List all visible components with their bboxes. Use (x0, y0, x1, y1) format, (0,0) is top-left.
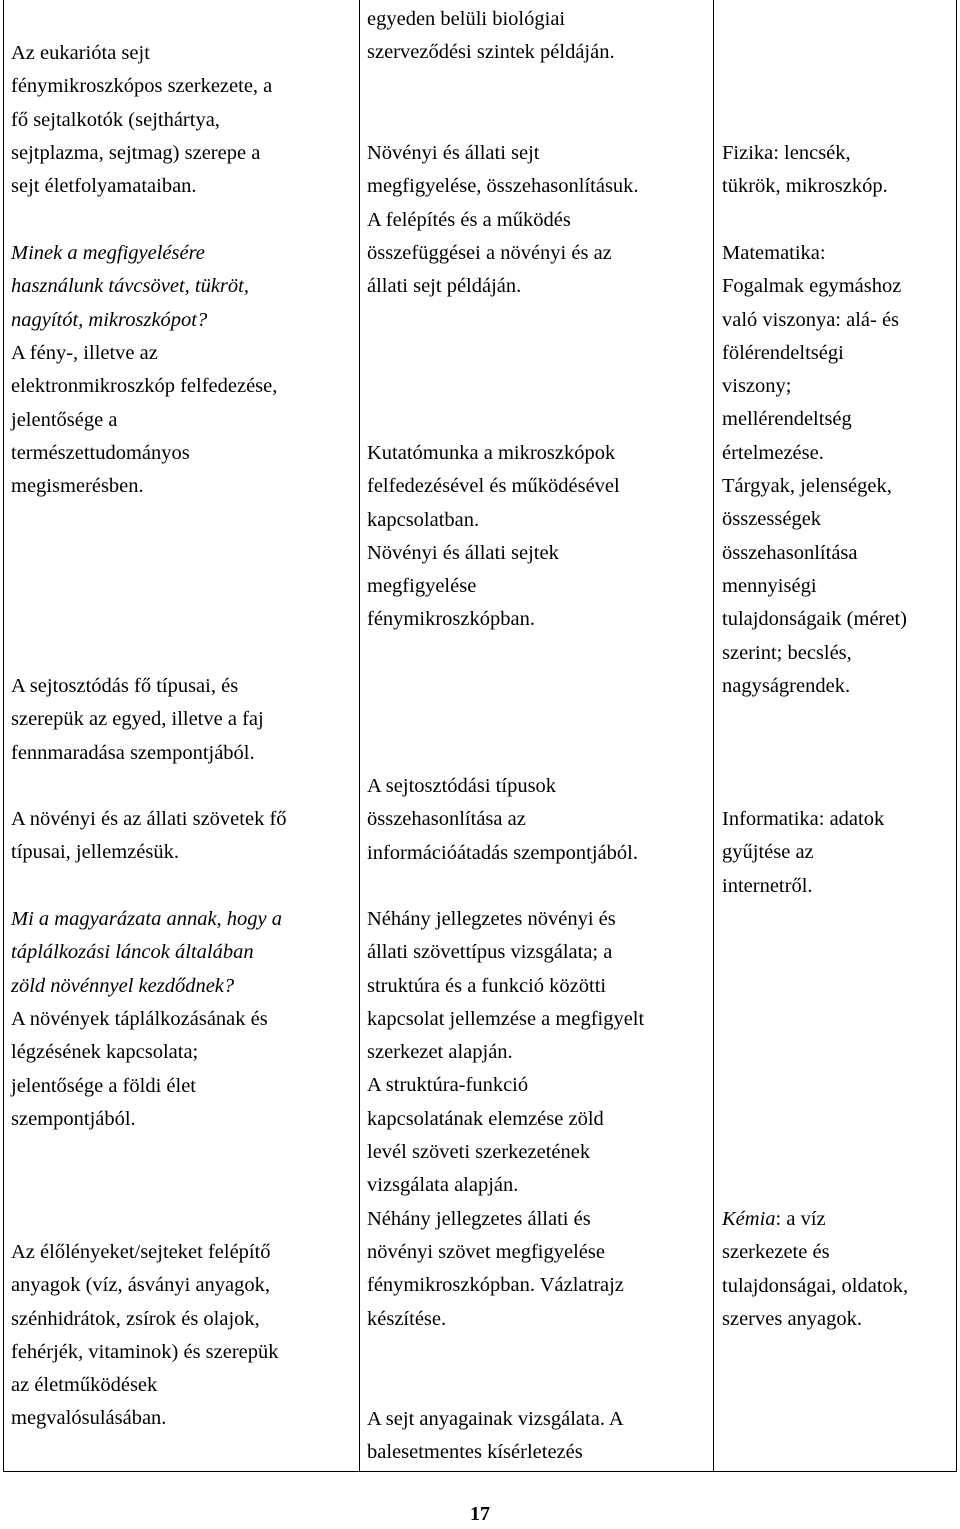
text-line: elektronmikroszkóp felfedezése, (11, 375, 278, 398)
text-line: A sejt anyagainak vizsgálata. A (367, 1408, 624, 1430)
text-lines (722, 1236, 908, 1336)
text-line: tükrök, mikroszkóp. (722, 175, 888, 198)
text-line: sejt életfolyamataiban. (11, 175, 197, 198)
text-line: nagyítót, mikroszkópot? (11, 308, 208, 331)
text-line: viszony; (722, 375, 792, 398)
text-block (367, 137, 639, 303)
text-block (11, 1003, 268, 1136)
column-divider (713, 0, 714, 1471)
text-line: jelentősége a (11, 408, 118, 431)
text-line: Mi a magyarázata annak, hogy a (11, 908, 283, 930)
column-divider (359, 0, 360, 1471)
text-line: légzésének kapcsolata; (11, 1041, 199, 1064)
text-line: az életműködések (11, 1374, 158, 1397)
text-line: értelmezése. (722, 441, 824, 464)
text-block (11, 37, 272, 203)
text-line: szénhidrátok, zsírok és olajok, (11, 1307, 260, 1330)
text-line: egyeden belüli biológiai (367, 8, 566, 30)
text-line: kapcsolat jellemzése a megfigyelt (367, 1007, 645, 1030)
text-line: megvalósulásában. (11, 1407, 167, 1430)
text-line: szerveződési szintek példáján. (367, 41, 615, 64)
text-line: fénymikroszkópban. Vázlatrajz (367, 1274, 624, 1297)
text-line: használunk távcsövet, tükröt, (11, 275, 249, 298)
text-line: Az élőlényeket/sejteket felépítő (11, 1241, 271, 1263)
text-line: A növényi és az állati szövetek fő (11, 808, 287, 830)
text-line: zöld növénnyel kezdődnek? (11, 974, 235, 997)
text-line: nagyságrendek. (722, 674, 851, 697)
text-block (367, 1403, 624, 1470)
text-line: információátadás szempontjából. (367, 841, 638, 864)
text-line: Néhány jellegzetes állati és (367, 1207, 591, 1230)
text-line: anyagok (víz, ásványi anyagok, (11, 1274, 271, 1297)
text-line: fehérjék, vitaminok) és szerepük (11, 1340, 279, 1363)
text-line: táplálkozási láncok általában (11, 941, 254, 964)
text-line: balesetmentes kísérletezés (367, 1441, 583, 1464)
text-block (11, 803, 287, 870)
text-line: Fogalmak egymáshoz (722, 275, 902, 298)
curriculum-table (3, 0, 957, 1472)
text-line: fölérendeltségi (722, 341, 844, 364)
text-line: kapcsolatának elemzése zöld (367, 1107, 604, 1130)
text-line: fő sejtalkotók (sejthártya, (11, 108, 220, 131)
text-line: szerint; becslés, (722, 641, 852, 664)
text-line: vizsgálata alapján. (367, 1174, 519, 1197)
text-line: fénymikroszkópban. (367, 608, 535, 631)
text-line: természettudományos (11, 441, 190, 464)
text-line: A sejtosztódás fő típusai, és (11, 675, 239, 697)
text-line: A felépítés és a működés (367, 208, 571, 231)
text-line: való viszonya: alá- és (722, 308, 900, 331)
text-line: Növényi és állati sejtek (367, 541, 559, 564)
text-block (11, 1236, 279, 1436)
text-line: állati szövettípus vizsgálata; a (367, 941, 613, 964)
text-line: szempontjából. (11, 1107, 136, 1130)
text-line: A fény-, illetve az (11, 342, 158, 364)
text-line: mennyiségi (722, 574, 817, 597)
text-block (367, 770, 638, 870)
text-block (367, 437, 620, 637)
text-line: Az eukarióta sejt (11, 42, 150, 64)
text-line: Minek a megfigyelésére (11, 242, 205, 264)
text-line: kapcsolatban. (367, 508, 480, 531)
text-block (722, 803, 884, 903)
text-line: megismerésben. (11, 475, 144, 498)
question-block (11, 903, 282, 1003)
text-line: jelentősége a földi élet (11, 1074, 196, 1097)
text-block (722, 137, 888, 204)
text-line: tulajdonságai, oldatok, (722, 1274, 909, 1297)
text-line: összehasonlítása az (367, 808, 526, 831)
text-line: készítése. (367, 1307, 447, 1330)
text-line: A növények táplálkozásának és (11, 1008, 268, 1030)
text-line: növényi szövet megfigyelése (367, 1240, 605, 1263)
page-number: 17 (470, 1503, 490, 1525)
text-block (367, 903, 644, 1336)
text-line: szerkezet alapján. (367, 1041, 513, 1064)
text-block (722, 237, 907, 703)
subject-label: Kémia (722, 1208, 776, 1230)
text-line: gyűjtése az (722, 841, 814, 864)
text-block (11, 337, 277, 503)
text-line: felfedezésével és működésével (367, 475, 620, 498)
text-line: Néhány jellegzetes növényi és (367, 908, 616, 930)
text-line: Kutatómunka a mikroszkópok (367, 442, 616, 464)
text-line: Tárgyak, jelenségek, (722, 475, 892, 498)
text-line: A sejtosztódási típusok (367, 775, 557, 797)
text-line: típusai, jellemzésük. (11, 841, 179, 864)
text-line: összességek (722, 508, 822, 531)
text-block (11, 670, 264, 770)
text-line: szerves anyagok. (722, 1307, 863, 1330)
text-line: fennmaradása szempontjából. (11, 741, 255, 764)
text-line: Informatika: adatok (722, 808, 885, 830)
text-line: szerepük az egyed, illetve a faj (11, 708, 264, 731)
text-line: Fizika: lencsék, (722, 142, 851, 164)
text-line: tulajdonságaik (méret) (722, 608, 908, 631)
text-line: fénymikroszkópos szerkezete, a (11, 75, 273, 98)
text-line: sejtplazma, sejtmag) szerepe a (11, 141, 261, 164)
text-block: Kémia: a víz szerkezete és tulajdonságai, oldatok, szerves anyagok. (722, 1203, 908, 1336)
text-line: szerkezete és (722, 1241, 830, 1264)
text-line: megfigyelése (367, 575, 477, 598)
text-line: megfigyelése, összehasonlításuk. (367, 175, 639, 198)
text-block (367, 3, 615, 70)
text-line: A struktúra-funkció (367, 1074, 529, 1097)
text-line: Növényi és állati sejt (367, 142, 540, 164)
text-line: Matematika: (722, 242, 826, 264)
question-block (11, 237, 249, 337)
text-line: struktúra és a funkció közötti (367, 974, 607, 997)
text-line: állati sejt példáján. (367, 275, 522, 298)
text-line: összefüggései a növényi és az (367, 241, 612, 264)
text-line: internetről. (722, 874, 813, 897)
text-line: levél szöveti szerkezetének (367, 1141, 591, 1164)
text-line: mellérendeltség (722, 408, 852, 431)
text-line: összehasonlítása (722, 541, 858, 564)
